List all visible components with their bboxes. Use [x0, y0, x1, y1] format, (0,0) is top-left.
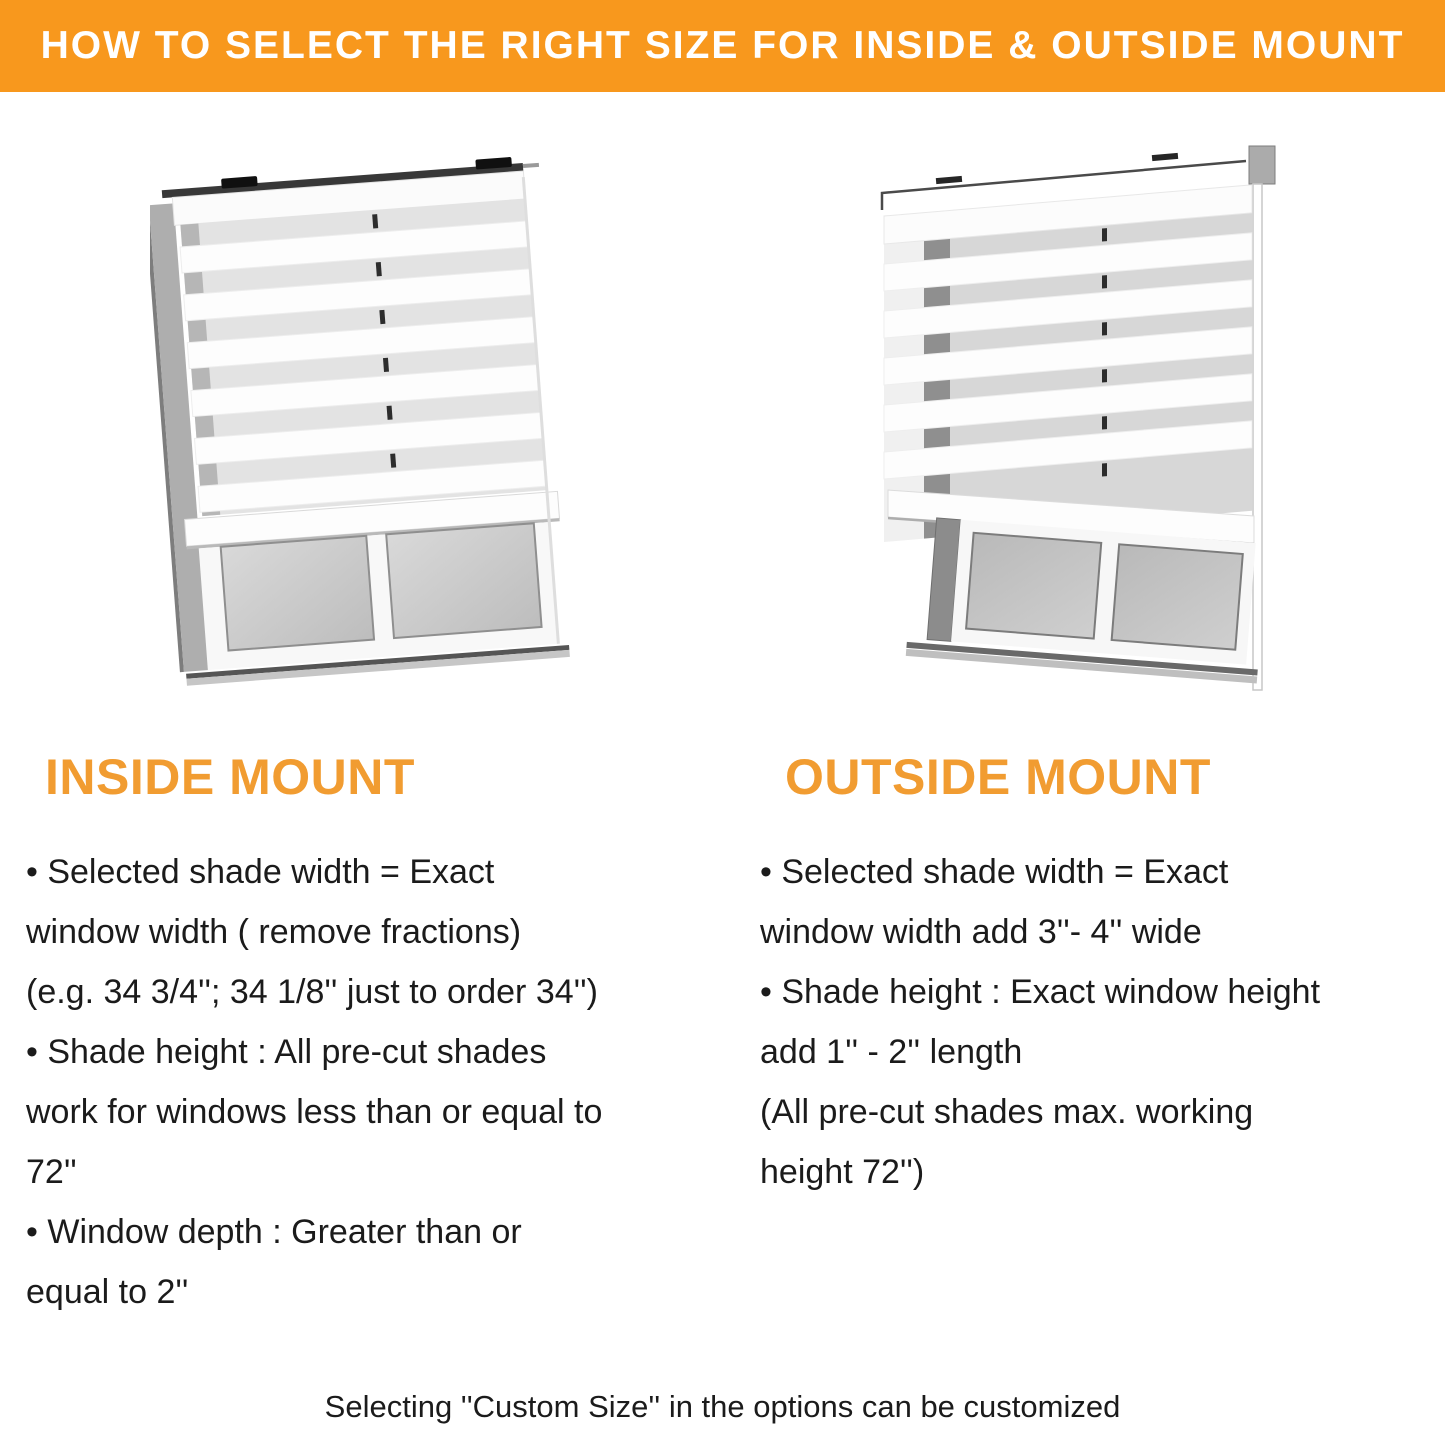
spec-line: window width ( remove fractions) [26, 913, 522, 951]
outside-mount-window-and-shade [882, 146, 1275, 690]
window-trim-right [1253, 184, 1262, 690]
header-banner [0, 0, 1445, 92]
outside-mount-specs [760, 842, 1440, 1202]
spec-line: • Selected shade width = Exact [760, 853, 1229, 891]
spec-line: • Shade height : All pre-cut shades [26, 1033, 547, 1071]
spec-line: (e.g. 34 3/4''; 34 1/8'' just to order 34'') [26, 973, 598, 1011]
spec-line: (All pre-cut shades max. working [760, 1093, 1254, 1131]
glass-pane-right [1112, 544, 1243, 649]
inside-mount-heading: INSIDE MOUNT [45, 749, 415, 805]
mount-screw-left [936, 176, 962, 184]
inside-mount-specs [26, 842, 726, 1322]
glass-pane-right [386, 523, 541, 638]
mount-bracket [1249, 146, 1275, 184]
mount-screw-right [1152, 153, 1178, 161]
outside-mount-illustration [852, 138, 1282, 738]
spec-line: add 1'' - 2'' length [760, 1033, 1023, 1071]
rod-end [523, 163, 539, 168]
spec-line: • Window depth : Greater than or [26, 1213, 522, 1251]
custom-size-note: Selecting ''Custom Size'' in the options can be customized [324, 1389, 1121, 1424]
zebra-shade [884, 185, 1252, 542]
spec-line: equal to 2'' [26, 1273, 189, 1311]
glass-pane-left [221, 536, 374, 651]
inside-mount-illustration [150, 146, 570, 706]
spec-line: window width add 3''- 4'' wide [760, 913, 1202, 951]
spec-line: • Selected shade width = Exact [26, 853, 495, 891]
spec-line: • Shade height : Exact window height [760, 973, 1321, 1011]
inside-mount-window-and-shade [150, 155, 570, 686]
spec-line: work for windows less than or equal to [26, 1093, 603, 1131]
spec-line: height 72'') [760, 1153, 925, 1191]
outside-mount-heading: OUTSIDE MOUNT [785, 749, 1211, 805]
lower-window [906, 516, 1268, 683]
glass-pane-left [966, 533, 1101, 639]
spec-line: 72'' [26, 1153, 77, 1191]
page-title: HOW TO SELECT THE RIGHT SIZE FOR INSIDE & OUTSIDE MOUNT [40, 24, 1405, 67]
